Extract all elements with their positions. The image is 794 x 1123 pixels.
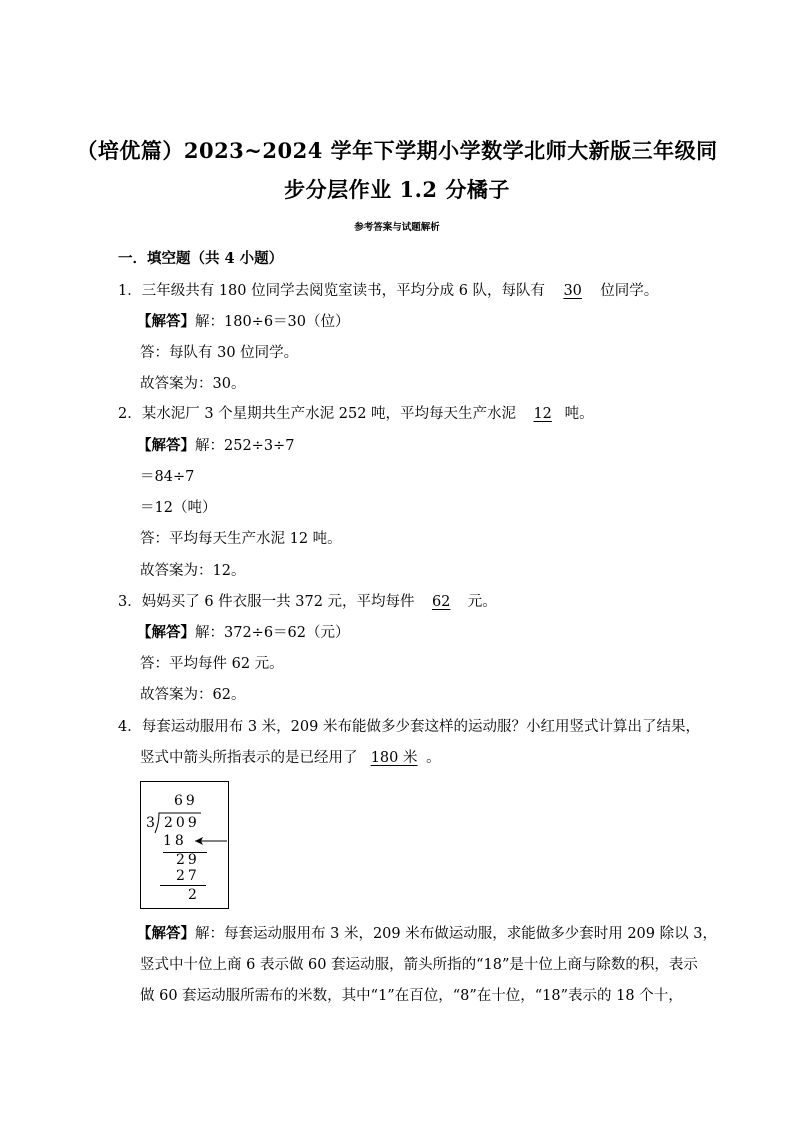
division-rule xyxy=(160,885,206,886)
question-4-solution xyxy=(137,924,717,944)
question-1-solution xyxy=(137,312,350,332)
question-4-text-end: 。 xyxy=(426,750,441,766)
question-4-solution-line-2: 竖式中十位上商 6 表示做 60 套运动服，箭头所指的“18”是十位上商与除数的积，表示 xyxy=(140,957,698,973)
solution-text: 解：252÷3÷7 xyxy=(195,438,295,454)
question-3-final: 故答案为：62。 xyxy=(140,687,246,703)
question-1 xyxy=(118,281,658,301)
question-3 xyxy=(118,592,497,612)
solution-tag: 【解答】 xyxy=(137,624,195,641)
question-4-line-1: 4．每套运动服用布 3 米，209 米布能做多少套这样的运动服？小红用竖式计算出了结果， xyxy=(118,719,700,735)
document-title-line-2: 步分层作业 1.2 分橘子 xyxy=(284,177,510,202)
question-2-solution xyxy=(137,436,294,456)
question-4-answer-blank: 180 米 xyxy=(370,750,418,766)
section-heading: 一．填空题（共 4 小题） xyxy=(118,250,284,267)
question-1-answer-line: 答：每队有 30 位同学。 xyxy=(140,345,299,361)
question-2-answer-blank: 12 xyxy=(533,406,552,422)
question-4-text: 竖式中箭头所指表示的是已经用了 xyxy=(140,750,358,766)
second-product: 27 xyxy=(176,868,200,884)
dividend: 209 xyxy=(164,815,200,831)
final-remainder: 2 xyxy=(188,887,200,903)
question-2-final: 故答案为：12。 xyxy=(140,563,246,579)
question-4-line-2 xyxy=(140,748,441,768)
quotient: 69 xyxy=(174,793,198,809)
question-3-answer-line: 答：平均每件 62 元。 xyxy=(140,656,284,672)
question-2 xyxy=(118,404,594,424)
question-3-answer-blank: 62 xyxy=(431,594,451,610)
arrow-icon xyxy=(141,782,230,910)
long-division-figure xyxy=(140,781,229,909)
question-2-text-end: 吨。 xyxy=(564,406,594,422)
question-2-step-2: ＝84÷7 xyxy=(140,469,195,485)
document-subtitle: 参考答案与试题解析 xyxy=(354,222,440,233)
question-3-solution xyxy=(137,623,350,643)
question-3-text: 3．妈妈买了 6 件衣服一共 372 元，平均每件 xyxy=(118,594,415,610)
divisor: 3 xyxy=(146,815,158,831)
question-1-answer-blank: 30 xyxy=(563,283,582,299)
solution-tag: 【解答】 xyxy=(137,437,195,454)
question-3-text-end: 元。 xyxy=(467,594,497,610)
solution-text: 解：372÷6＝62（元） xyxy=(195,625,350,641)
first-remainder: 29 xyxy=(176,852,200,868)
first-product: 18 xyxy=(163,833,187,849)
question-1-text: 1．三年级共有 180 位同学去阅览室读书，平均分成 6 队，每队有 xyxy=(118,283,546,299)
question-4-solution-line-3: 做 60 套运动服所需布的米数，其中“1”在百位，“8”在十位，“18”表示的 18 个十， xyxy=(140,988,683,1004)
question-2-step-3: ＝12（吨） xyxy=(140,500,217,516)
question-1-final: 故答案为：30。 xyxy=(140,376,246,392)
solution-tag: 【解答】 xyxy=(137,313,195,330)
solution-tag: 【解答】 xyxy=(137,925,195,942)
question-2-text: 2．某水泥厂 3 个星期共生产水泥 252 吨，平均每天生产水泥 xyxy=(118,406,517,422)
solution-text: 解：180÷6＝30（位） xyxy=(195,314,350,330)
solution-text: 解：每套运动服用布 3 米，209 米布做运动服，求能做多少套时用 209 除以 3， xyxy=(195,926,717,942)
question-2-answer-line: 答：平均每天生产水泥 12 吨。 xyxy=(140,531,342,547)
question-1-text-end: 位同学。 xyxy=(600,283,659,299)
document-title-line-1: （培优篇）2023~2024 学年下学期小学数学北师大新版三年级同 xyxy=(76,138,718,163)
